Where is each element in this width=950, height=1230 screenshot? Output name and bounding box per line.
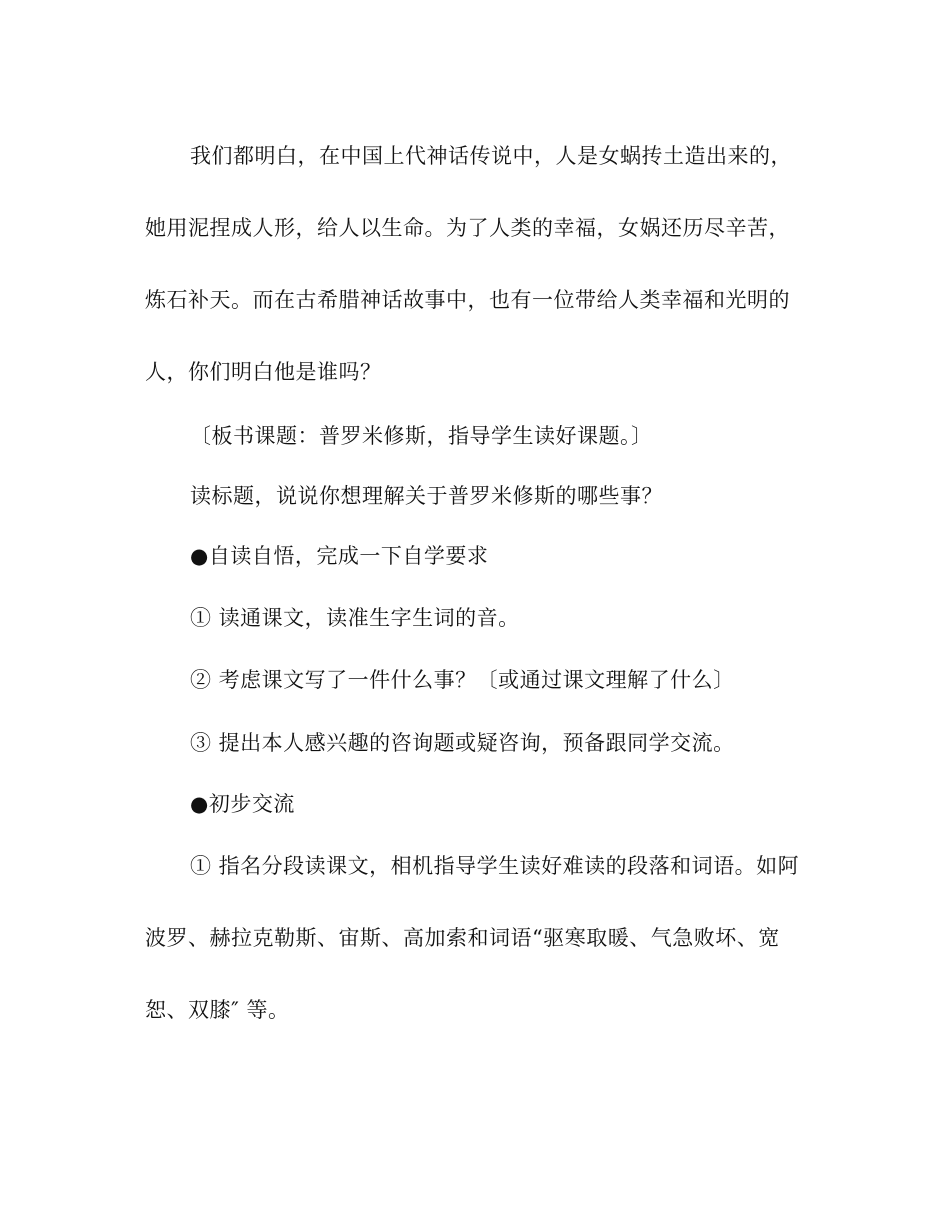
self-study-item-2: ② 考虑课文写了一件什么事？〔或通过课文理解了什么〕 — [190, 668, 735, 692]
exchange-item-line-1: ① 指名分段读课文，相机指导学生读好难读的段落和词语。如阿 — [190, 854, 800, 878]
self-study-item-3: ③ 提出本人感兴趣的咨询题或疑咨询，预备跟同学交流。 — [190, 731, 735, 755]
paragraph-line-3: 炼石补天。而在古希腊神话故事中，也有一位带给人类幸福和光明的 — [145, 288, 790, 312]
paragraph-line-4: 人，你们明白他是谁吗？ — [145, 360, 382, 384]
board-note: 〔板书课题：普罗米修斯，指导学生读好课题。〕 — [190, 424, 653, 448]
section-heading-exchange: ●初步交流 — [190, 792, 295, 816]
reading-question: 读标题，说说你想理解关于普罗米修斯的哪些事？ — [190, 484, 663, 508]
exchange-item-line-3: 恕、双膝″ 等。 — [145, 998, 290, 1022]
paragraph-line-1: 我们都明白，在中国上代神话传说中，人是女蜗抟土造出来的， — [190, 144, 792, 168]
exchange-item-line-2: 波罗、赫拉克勒斯、宙斯、高加索和词语“驱寒取暖、气急败坏、宽 — [145, 926, 780, 950]
paragraph-line-2: 她用泥捏成人形，给人以生命。为了人类的幸福，女娲还历尽辛苦， — [145, 216, 790, 240]
self-study-item-1: ① 读通课文，读准生字生词的音。 — [190, 606, 520, 630]
section-heading-self-study: ●自读自悟，完成一下自学要求 — [190, 544, 489, 568]
